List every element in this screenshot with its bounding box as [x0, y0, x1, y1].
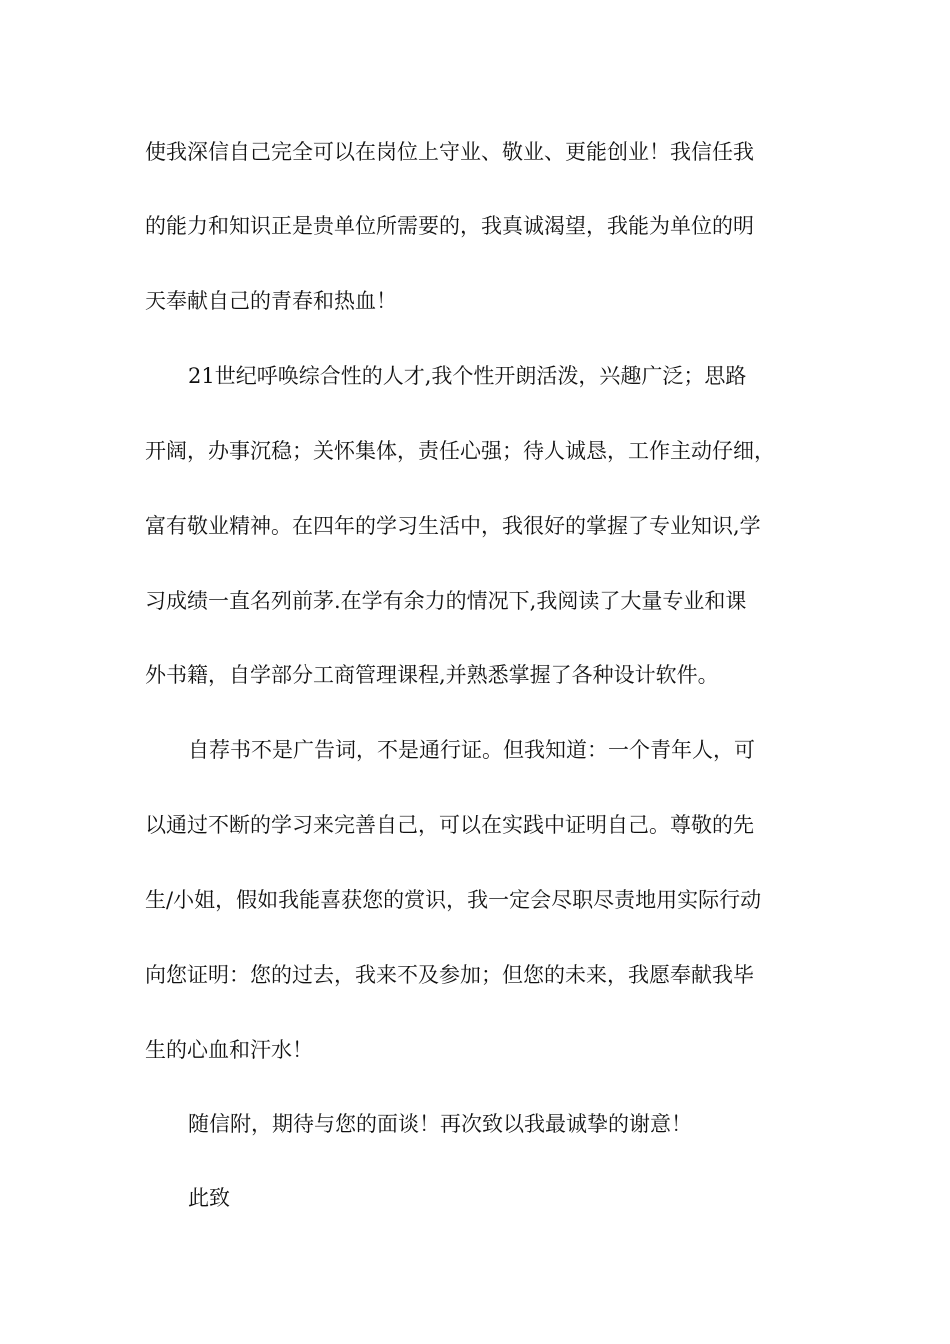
text-line: 外书籍，自学部分工商管理课程,并熟悉掌握了各种设计软件。	[145, 663, 719, 687]
text-line: 生/小姐，假如我能喜获您的赏识，我一定会尽职尽责地用实际行动	[145, 888, 762, 912]
closing-line: 随信附，期待与您的面谈！再次致以我最诚挚的谢意！	[188, 1112, 692, 1136]
text-line: 生的心血和汗水！	[145, 1038, 313, 1062]
text-line: 开阔，办事沉稳；关怀集体，责任心强；待人诚恳，工作主动仔细，	[145, 439, 775, 463]
salutation-line: 此致	[188, 1186, 230, 1210]
paragraph-start-line: 自荐书不是广告词，不是通行证。但我知道：一个青年人，可	[188, 738, 755, 762]
text-line: 以通过不断的学习来完善自己，可以在实践中证明自己。尊敬的先	[145, 813, 754, 837]
text-line: 富有敬业精神。在四年的学习生活中，我很好的掌握了专业知识,学	[145, 514, 761, 538]
paragraph-start-line: 21世纪呼唤综合性的人才,我个性开朗活泼，兴趣广泛；思路	[188, 364, 747, 388]
text-line: 习成绩一直名列前茅.在学有余力的情况下,我阅读了大量专业和课	[145, 589, 747, 613]
text-line: 天奉献自己的青春和热血！	[145, 289, 397, 313]
text-line: 的能力和知识正是贵单位所需要的，我真诚渴望，我能为单位的明	[145, 214, 754, 238]
text-line: 向您证明：您的过去，我来不及参加；但您的未来，我愿奉献我毕	[145, 963, 754, 987]
text-line: 使我深信自己完全可以在岗位上守业、敬业、更能创业！我信任我	[145, 140, 754, 164]
